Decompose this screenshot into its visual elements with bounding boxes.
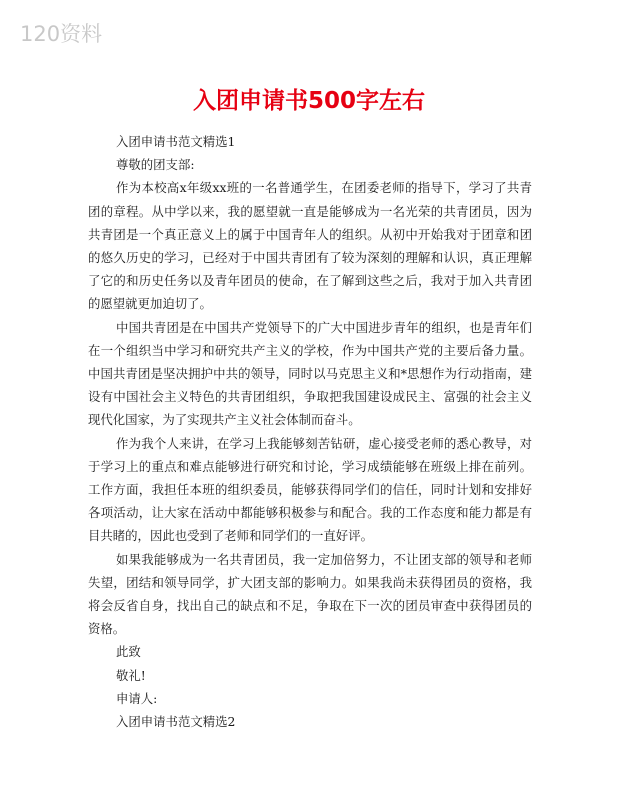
- document-body: [88, 130, 532, 733]
- salutation: 尊敬的团支部:: [116, 157, 195, 173]
- paragraph: 作为我个人来讲，在学习上我能够刻苦钻研，虚心接受老师的悉心教导，对于学习上的重点和难点能够进行研究和讨论，学习成绩能够在班级上排在前列。工作方面，我担任本班的组织委员，能够获得同学们的信任，同时计划和安排好各项活动，让大家在活动中都能够积极参与和配合。我的工作态度和能力都是有目共睹的，因此也受到了老师和同学们的一直好评。: [88, 435, 532, 544]
- applicant-label: 申请人:: [116, 690, 158, 706]
- document-title: 入团申请书500字左右: [192, 88, 425, 114]
- section-heading: 入团申请书范文精选1: [116, 134, 236, 149]
- paragraph: 如果我能够成为一名共青团员，我一定加倍努力，不让团支部的领导和老师失望，团结和领导同学，扩大团支部的影响力。如果我尚未获得团员的资格，我将会反省自身，找出自己的缺点和不足，争取在下一次的团员审查中获得团员的资格。: [88, 551, 532, 637]
- paragraph: 中国共青团是在中国共产党领导下的广大中国进步青年的组织，也是青年们在一个组织当中学习和研究共产主义的学校，作为中国共产党的主要后备力量。中国共青团是坚决拥护中共的领导，同时以马克思主义和*思想作为行动指南，建设有中国社会主义特色的共青团组织，争取把我国建设成民主、富强的社会主义现代化国家，为了实现共产主义社会体制而奋斗。: [88, 319, 532, 428]
- closing-line: 此致: [116, 644, 141, 660]
- closing-salute: 敬礼!: [116, 667, 146, 683]
- watermark: 120资料: [20, 22, 103, 46]
- section-heading: 入团申请书范文精选2: [116, 714, 236, 730]
- paragraph: 作为本校高x年级xx班的一名普通学生，在团委老师的指导下，学习了共青团的章程。从中学以来，我的愿望就一直是能够成为一名光荣的共青团员，因为共青团是一个真正意义上的属于中国青年人的组织。从初中开始我对于团章和团的悠久历史的学习，已经对于中国共青团有了较为深刻的理解和认识，真正理解了它的和历史任务以及青年团员的使命，在了解到这些之后，我对于加入共青团的愿望就更加迫切了。: [88, 180, 532, 312]
